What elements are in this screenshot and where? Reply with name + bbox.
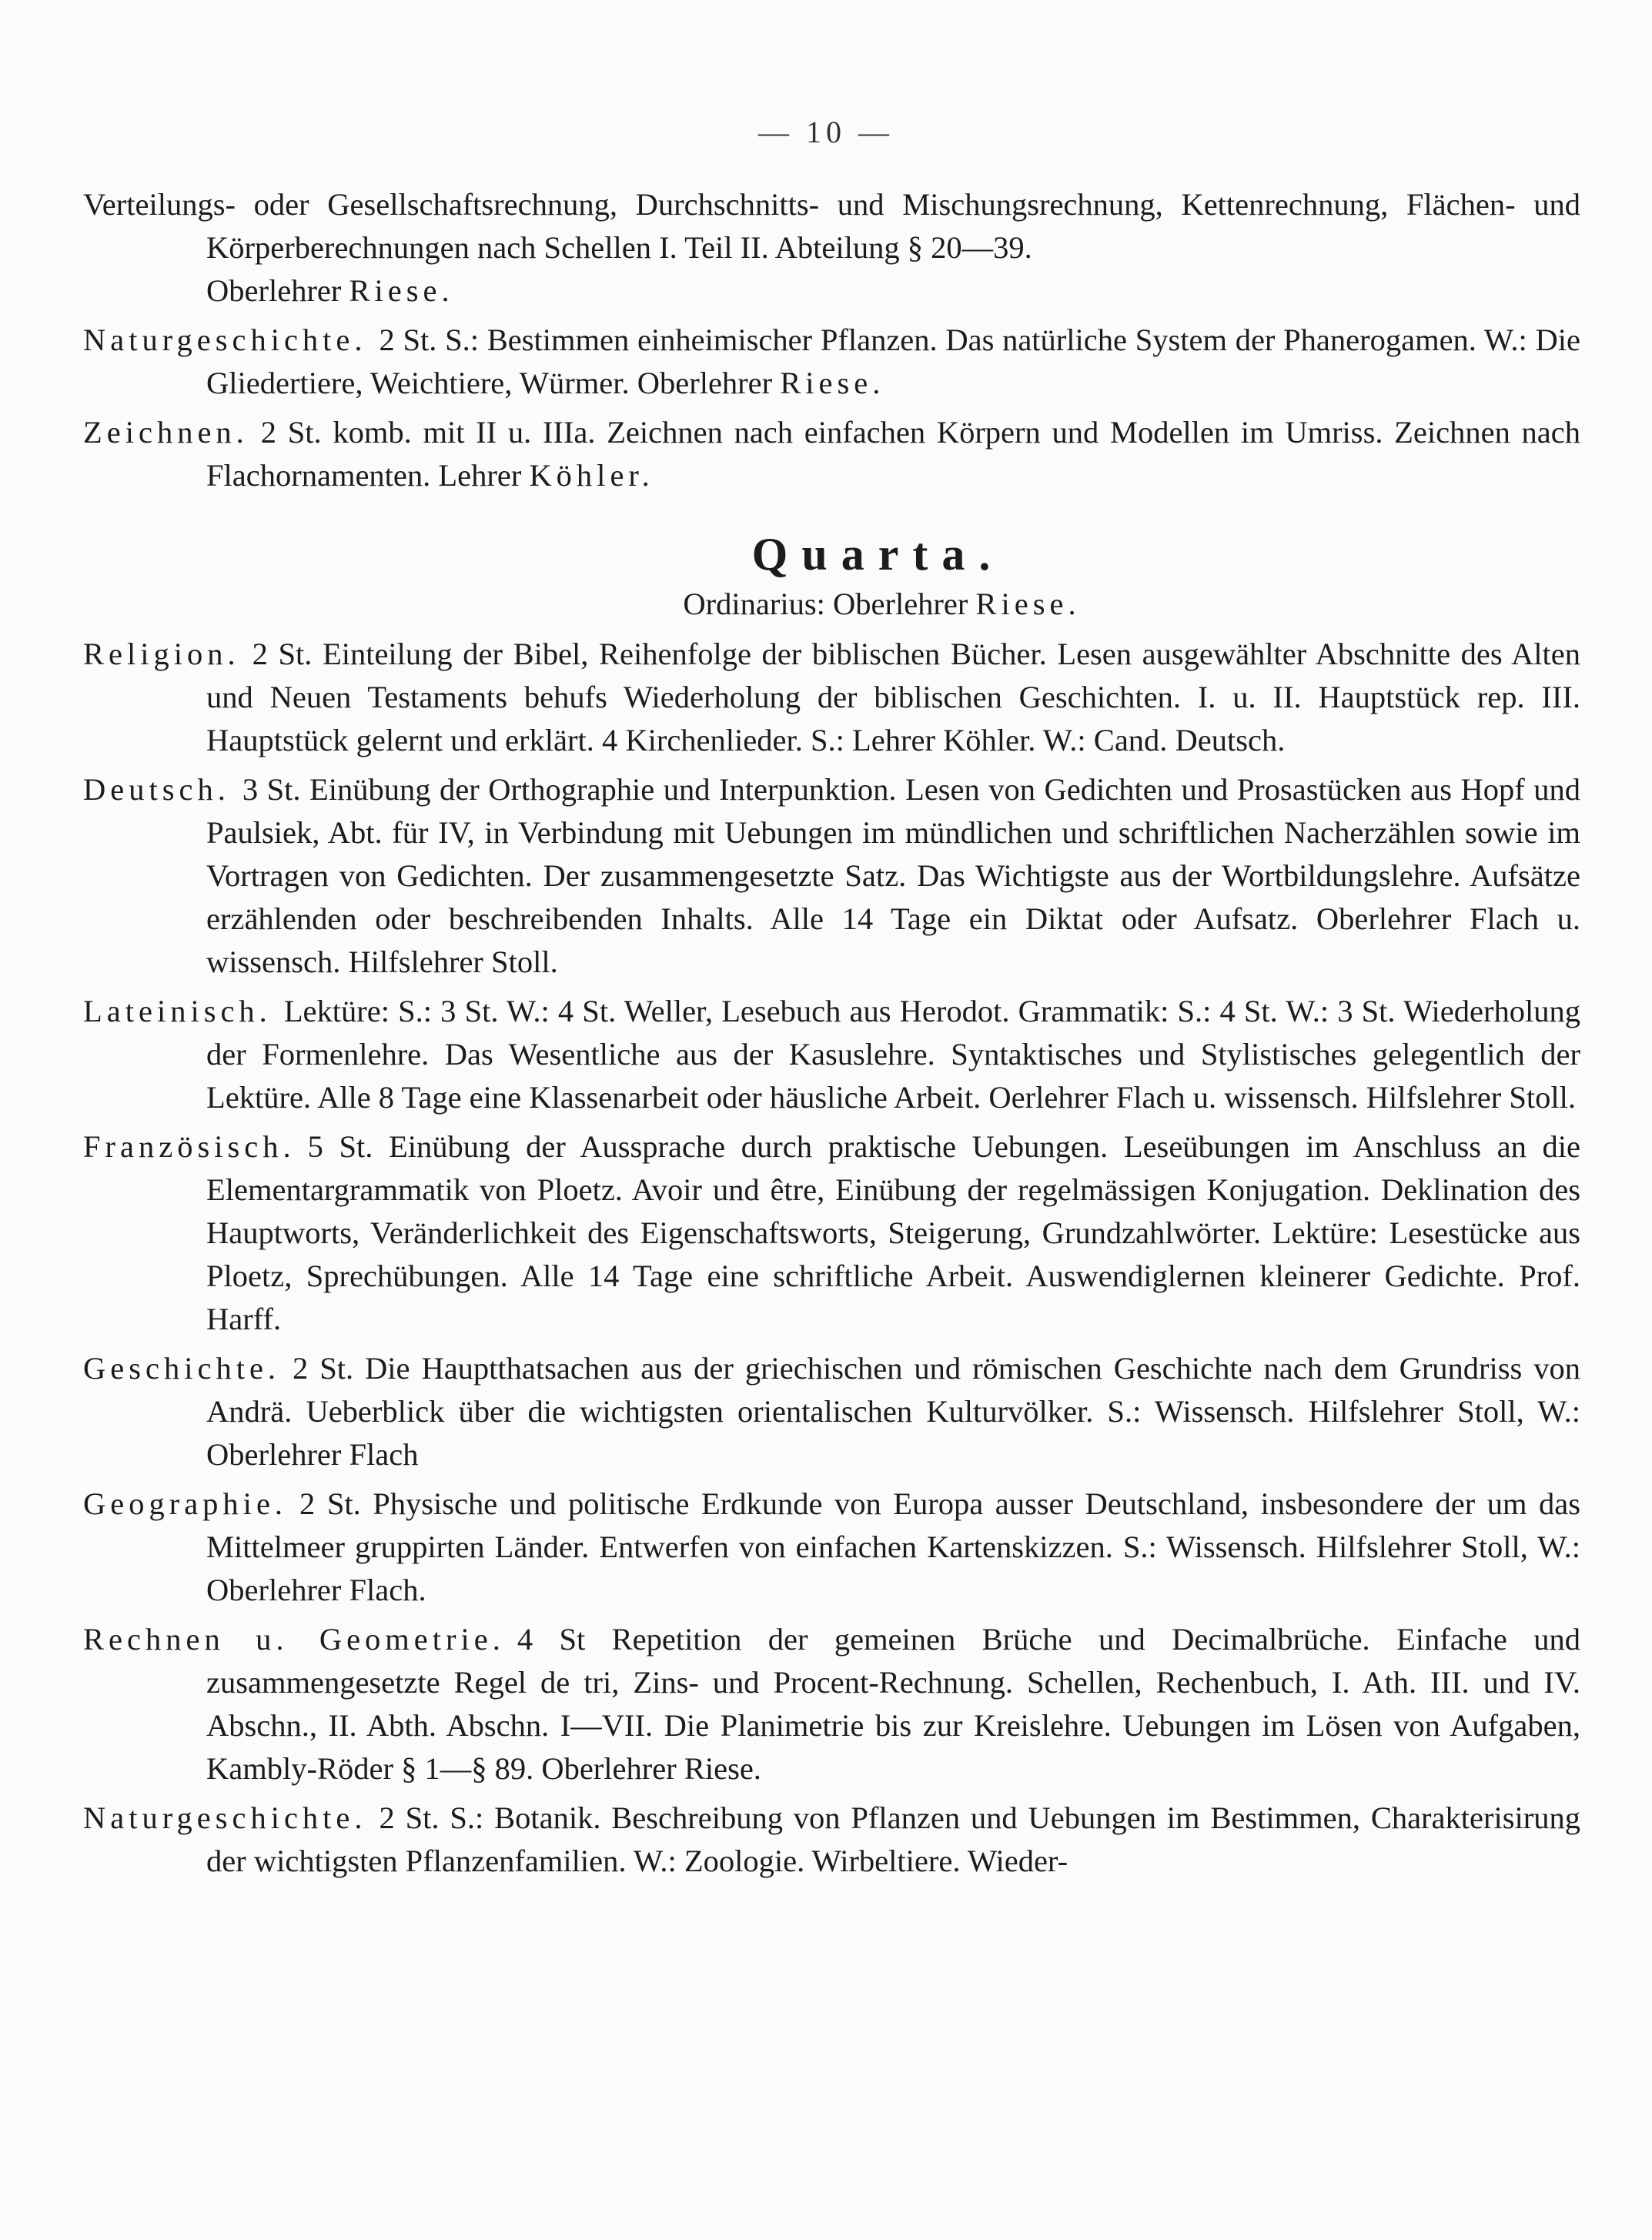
intro-teacher-label: Oberlehrer	[206, 273, 342, 308]
subject-entry	[83, 411, 1580, 497]
subject-entry	[83, 1618, 1580, 1790]
subject-text: 2 St. Einteilung der Bibel, Reihenfolge der biblischen Bücher. Lesen ausgewählter Abschnitte des Alten und Neuen Testaments behufs Wiederholung der biblischen Geschichten. I. u. II. Hauptstück rep. III. Hauptstück gelernt und erklärt. 4 Kirchenlieder. S.: Lehrer Köhler. W.: Cand. Deutsch.	[206, 637, 1580, 757]
subject-name: Deutsch.	[83, 772, 230, 807]
subject-name: Zeichnen.	[83, 415, 249, 450]
subject-teacher: Riese.	[780, 366, 885, 400]
page-content	[83, 183, 1580, 1889]
subject-text: 2 St. Die Hauptthatsachen aus der griechischen und römischen Geschichte nach dem Grundriss von Andrä. Ueberblick über die wichtigsten orientalischen Kulturvölker. S.: Wissensch. Hilfslehrer Stoll, W.: Oberlehrer Flach	[206, 1351, 1580, 1472]
intro-teacher: Riese.	[349, 273, 454, 308]
page-number: — 10 —	[758, 115, 894, 149]
subject-name: Französisch.	[83, 1129, 296, 1164]
subject-entry	[83, 990, 1580, 1119]
intro-text: Verteilungs- oder Gesellschaftsrechnung, Durchschnitts- und Mischungsrechnung, Kettenrechnung, Flächen- und Körperberechnungen nach Schellen I. Teil II. Abteilung § 20—39.	[83, 187, 1580, 265]
ordinarius-line	[83, 586, 1580, 622]
section-title: Quarta.	[751, 529, 1005, 580]
subject-text: 2 St. komb. mit II u. IIIa. Zeichnen nach einfachen Körpern und Modellen im Umriss. Zeichnen nach Flachornamenten. Lehrer	[206, 415, 1580, 493]
subject-name: Lateinisch.	[83, 994, 272, 1028]
ordinarius-title: Oberlehrer	[832, 587, 968, 621]
subject-entry	[83, 1347, 1580, 1476]
subject-entry	[83, 1483, 1580, 1612]
subject-entry	[83, 1797, 1580, 1883]
subject-text: 3 St. Einübung der Orthographie und Interpunktion. Lesen von Gedichten und Prosastücken aus Hopf und Paulsiek, Abt. für IV, in Verbindung mit Uebungen im mündlichen und schriftlichen Nacherzählen sowie im Vortragen von Gedichten. Der zusammengesetzte Satz. Das Wichtigste aus der Wortbildungslehre. Aufsätze erzählenden oder beschreibenden Inhalts. Alle 14 Tage ein Diktat oder Aufsatz. Oberlehrer Flach u. wissensch. Hilfslehrer Stoll.	[206, 772, 1580, 979]
ordinarius-label: Ordinarius:	[683, 587, 825, 621]
subject-name: Religion.	[83, 637, 240, 671]
subject-name: Naturgeschichte.	[83, 323, 367, 357]
subject-name: Naturgeschichte.	[83, 1800, 367, 1835]
subject-name: Geographie.	[83, 1486, 288, 1521]
subject-teacher: Köhler.	[529, 458, 654, 493]
subject-text: 2 St. S.: Botanik. Beschreibung von Pflanzen und Uebungen im Bestimmen, Charakterisirung der wichtigsten Pflanzenfamilien. W.: Zoologie. Wirbeltiere. Wieder-	[206, 1800, 1580, 1878]
subject-entry	[83, 633, 1580, 762]
subject-entry	[83, 319, 1580, 405]
ordinarius-name: Riese.	[975, 587, 1081, 621]
intro-paragraph	[83, 183, 1580, 313]
subject-text: 5 St. Einübung der Aussprache durch praktische Uebungen. Leseübungen im Anschluss an die Elementargrammatik von Ploetz. Avoir und être, Einübung der regelmässigen Konjugation. Deklination des Hauptworts, Veränderlichkeit des Eigenschaftsworts, Steigerung, Grundzahlwörter. Lektüre: Lesestücke aus Ploetz, Sprechübungen. Alle 14 Tage eine schriftliche Arbeit. Auswendiglernen kleinerer Gedichte. Prof. Harff.	[206, 1129, 1580, 1336]
subject-name: Rechnen u. Geometrie.	[83, 1622, 505, 1657]
subject-name: Geschichte.	[83, 1351, 281, 1386]
subject-text: 4 St Repetition der gemeinen Brüche und Decimalbrüche. Einfache und zusammengesetzte Regel de tri, Zins- und Procent-Rechnung. Schellen, Rechenbuch, I. Ath. III. und IV. Abschn., II. Abth. Abschn. I—VII. Die Planimetrie bis zur Kreislehre. Uebungen im Lösen von Aufgaben, Kambly-Röder § 1—§ 89. Oberlehrer Riese.	[206, 1622, 1581, 1786]
subject-text: Lektüre: S.: 3 St. W.: 4 St. Weller, Lesebuch aus Herodot. Grammatik: S.: 4 St. W.: 3 St. Wiederholung der Formenlehre. Das Wesentliche aus der Kasuslehre. Syntaktisches und Stylistisches gelegentlich der Lektüre. Alle 8 Tage eine Klassenarbeit oder häusliche Arbeit. Oerlehrer Flach u. wissensch. Hilfslehrer Stoll.	[206, 994, 1580, 1115]
subject-text: 2 St. Physische und politische Erdkunde von Europa ausser Deutschland, insbesondere der um das Mittelmeer gruppirten Länder. Entwerfen von einfachen Kartenskizzen. S.: Wissensch. Hilfslehrer Stoll, W.: Oberlehrer Flach.	[206, 1486, 1580, 1607]
subject-entry	[83, 1125, 1580, 1341]
subject-entry	[83, 768, 1580, 984]
subject-text: 2 St. S.: Bestimmen einheimischer Pflanzen. Das natürliche System der Phanerogamen. W.: Die Gliedertiere, Weichtiere, Würmer. Oberlehrer	[206, 323, 1580, 400]
